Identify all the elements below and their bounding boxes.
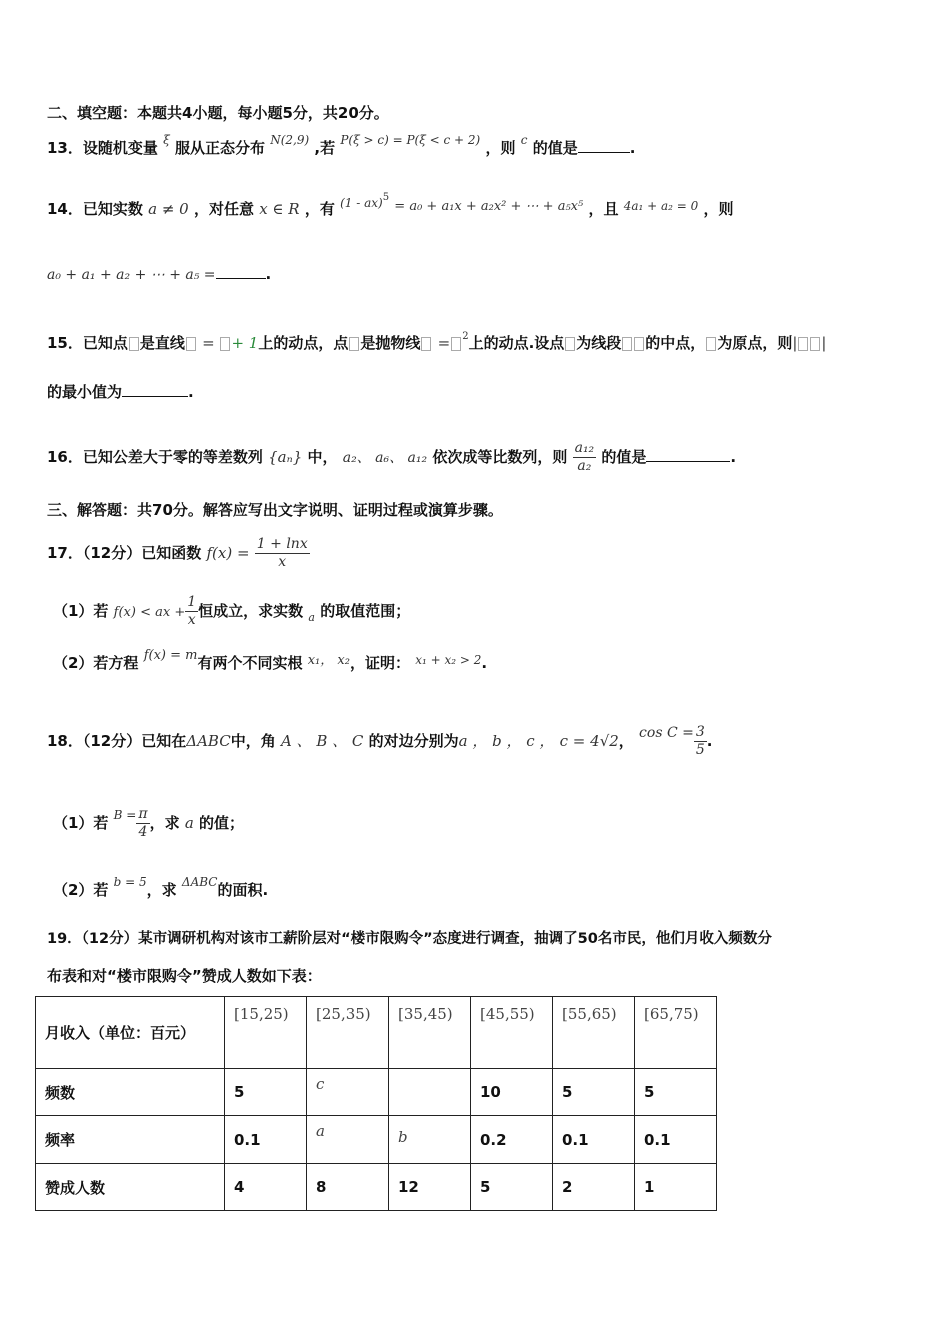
q15-text-2: 是直线 [139,334,185,352]
q18-p1-fraction [136,806,149,841]
question-15-line-2 [47,381,194,403]
q17-p1-fraction-denominator: x [187,612,196,628]
q15-line-2-text: 的最小值为 [47,383,123,401]
q18-p2-text: ，求 [146,881,177,899]
q15-point-m-glyph [565,337,575,351]
q18-text-2: 中，角 [230,732,276,750]
q17-p1-end: 的取值范围； [320,602,411,620]
q14-answer-blank [216,264,266,279]
q18-cos-numerator: 3 [695,724,705,740]
q15-text-7: 的中点， [645,334,706,352]
q15-text-5: 上的动点.设点 [468,334,565,352]
q16-end: . [730,448,737,466]
q17-p1-variable: a [308,611,315,624]
q18-p1-variable: a [184,814,194,832]
q15-answer-blank [122,382,188,397]
q18-text-1: 18．（12分）已知在 [47,732,187,750]
q18-p1-B: B = [113,808,137,822]
q18-p2-label: （2）若 [53,881,109,899]
q14-end: . [265,265,272,283]
table-interval-6: [65,75) [635,997,717,1069]
section-3-heading: 三、解答题：共70分。解答应写出文字说明、证明过程或演算步骤。 [47,501,503,519]
table-row-frequency-count [36,1069,717,1116]
q13-answer-blank [578,138,630,153]
q18-triangle: ΔABC [186,732,231,750]
q18-text-3: 的对边分别为 [368,732,459,750]
q15-abs-glyph-1 [798,337,808,351]
q14-lhs: (1 - ax) [340,196,383,210]
q13-text-1: 13．设随机变量 [47,139,158,157]
q17-p2-equation: f(x) = m [143,648,198,663]
q15-point-q-glyph [349,337,359,351]
table-cell: 5 [225,1069,307,1116]
q14-sum: a₀ + a₁ + a₂ + ⋯ + a₅ = [47,267,216,283]
table-interval-5: [55,65) [553,997,635,1069]
table-row-label: 赞成人数 [36,1164,225,1211]
q15-text-6: 为线段 [576,334,622,352]
table-cell: 5 [635,1069,717,1116]
q14-set: x ∈ R [259,200,300,218]
question-13 [47,133,636,160]
q16-fraction-denominator: a₂ [577,458,592,474]
table-row-label: 频数 [36,1069,225,1116]
question-14-line-2 [47,263,271,286]
table-interval-4: [45,55) [471,997,553,1069]
q16-fraction [573,440,597,475]
table-cell: 0.1 [553,1116,635,1164]
q15-parabola-equals: = [437,334,451,352]
q15-abs-glyph-2 [810,337,820,351]
q15-text-3: 上的动点，点 [258,334,349,352]
table-cell: 4 [225,1164,307,1211]
q16-text-4: 的值是 [601,448,647,466]
q17-p2-inequality: x₁ + x₂ > 2 [415,653,482,667]
table-cell: 0.2 [471,1116,553,1164]
question-18-part-1 [53,806,244,841]
table-cell: c [307,1069,389,1116]
q16-answer-blank [646,447,730,462]
q15-segment-glyph-2 [634,337,644,351]
q13-text-2: 服从正态分布 [174,139,265,157]
question-17 [47,536,310,571]
q18-text-4: ， [618,732,634,750]
q13-equation: P(ξ > c) = P(ξ < c + 2) [340,133,481,147]
q18-cos: cos C = [639,725,694,741]
q17-fraction [255,536,310,571]
q15-parabola-power: 2 [462,331,469,342]
q16-text-3: 依次成等比数列，则 [432,448,568,466]
q13-xi: ξ [163,133,170,147]
q16-terms: a₂、 a₆、 a₁₂ [342,450,428,466]
q18-p1-label: （1）若 [53,814,109,832]
q14-condition-2: 4a₁ + a₂ = 0 [623,199,699,213]
q17-p2-prove: ，证明： [349,654,410,672]
q17-p2-text: 有两个不同实根 [197,654,303,672]
table-cell: b [389,1116,471,1164]
table-row-approvals [36,1164,717,1211]
q18-p2-triangle: ΔABC [181,875,218,889]
q16-sequence: {aₙ} [268,448,303,466]
table-row-frequency-rate [36,1116,717,1164]
q17-fraction-numerator: 1 + lnx [256,536,308,552]
question-18-part-2 [53,875,269,902]
q16-fraction-numerator: a₁₂ [574,440,595,456]
question-17-part-2 [53,648,488,676]
table-cell: a [307,1116,389,1164]
q17-p1-label: （1）若 [53,602,109,620]
q14-text-4: ，且 [588,200,619,218]
q14-text-2: ，对任意 [193,200,254,218]
q15-x-glyph [220,337,230,351]
table-cell: 2 [553,1164,635,1211]
q18-end: . [706,732,713,750]
q15-text-4: 是抛物线 [360,334,421,352]
q15-abs-open: | [792,334,798,352]
q17-fraction-denominator: x [278,554,287,570]
q18-cos-denominator: 5 [695,742,705,758]
q16-text-2: 中， [307,448,338,466]
q18-p1-numerator: π [138,806,148,822]
q14-text-3: ，有 [304,200,335,218]
q15-line-tail: + 1 [231,334,259,352]
q18-cos-fraction [694,724,707,759]
q18-p1-denominator: 4 [138,824,148,840]
table-cell: 1 [635,1164,717,1211]
q17-p1-inequality: f(x) < ax + [113,605,186,620]
q13-text-3: ,若 [314,139,336,157]
q14-power: 5 [382,192,390,203]
q17-p2-end: . [481,654,488,672]
table-row-label: 频率 [36,1116,225,1164]
q18-c-value: c = 4√2 [559,732,619,750]
question-19-line-2: 布表和对“楼市限购令”赞成人数如下表： [47,967,322,985]
q18-p1-text: ，求 [149,814,180,832]
table-cell: 8 [307,1164,389,1211]
table-header-row [36,997,717,1069]
q18-sides: a ， b ， c ， [458,732,555,750]
table-cell: 5 [553,1069,635,1116]
q15-abs-close: | [821,334,827,352]
q17-function: f(x) = [206,544,250,562]
q15-text-8: 为原点，则 [717,334,793,352]
table-header-label: 月收入（单位：百元） [36,997,225,1069]
q13-c: c [520,133,528,147]
q17-p2-roots: x₁， x₂ [307,653,350,668]
table-cell: 0.1 [225,1116,307,1164]
q18-p2-end: 的面积. [217,881,269,899]
q18-p2-b: b = 5 [113,875,147,889]
q15-text-1: 15．已知点 [47,334,128,352]
q16-text-1: 16．已知公差大于零的等差数列 [47,448,263,466]
q15-y-glyph [186,337,196,351]
table-interval-1: [15,25) [225,997,307,1069]
q15-segment-glyph-1 [622,337,632,351]
q18-p1-end: 的值； [199,814,245,832]
q18-angles: A 、 B 、 C [280,732,364,750]
q17-p1-fraction [185,594,198,629]
question-15 [47,332,826,357]
q15-parabola-x-glyph [451,337,461,351]
question-17-part-1 [53,594,410,629]
q17-text-1: 17．（12分）已知函数 [47,544,202,562]
table-cell: 0.1 [635,1116,717,1164]
q15-origin-glyph [706,337,716,351]
q17-p1-text: 恒成立，求实数 [198,602,304,620]
q15-point-p-glyph [129,337,139,351]
table-cell [389,1069,471,1116]
q14-rhs: = a₀ + a₁x + a₂x² + ⋯ + a₅x⁵ [394,199,584,214]
table-interval-3: [35,45) [389,997,471,1069]
q13-text-4: ，则 [485,139,516,157]
table-cell: 5 [471,1164,553,1211]
income-frequency-table [35,996,717,1211]
q14-text-1: 14．已知实数 [47,200,143,218]
q15-end: . [188,383,194,401]
section-2-heading: 二、填空题：本题共4小题，每小题5分，共20分。 [47,104,389,122]
table-cell: 12 [389,1164,471,1211]
q15-line-equals: = [202,334,220,352]
q17-p2-label: （2）若方程 [53,654,139,672]
q14-text-5: ，则 [703,200,734,218]
table-interval-2: [25,35) [307,997,389,1069]
question-18 [47,724,712,759]
q14-condition: a ≠ 0 [148,200,189,218]
table-cell: 10 [471,1069,553,1116]
question-16 [47,440,736,475]
q13-end: . [629,139,636,157]
q13-distribution: N(2,9) [270,133,310,147]
q17-p1-fraction-numerator: 1 [187,594,197,610]
question-14 [47,192,734,223]
question-19: 19．（12分）某市调研机构对该市工薪阶层对“楼市限购令”态度进行调查，抽调了50名市民，他们月收入频数分 [47,931,772,947]
q15-parabola-y-glyph [421,337,431,351]
q13-text-5: 的值是 [532,139,578,157]
